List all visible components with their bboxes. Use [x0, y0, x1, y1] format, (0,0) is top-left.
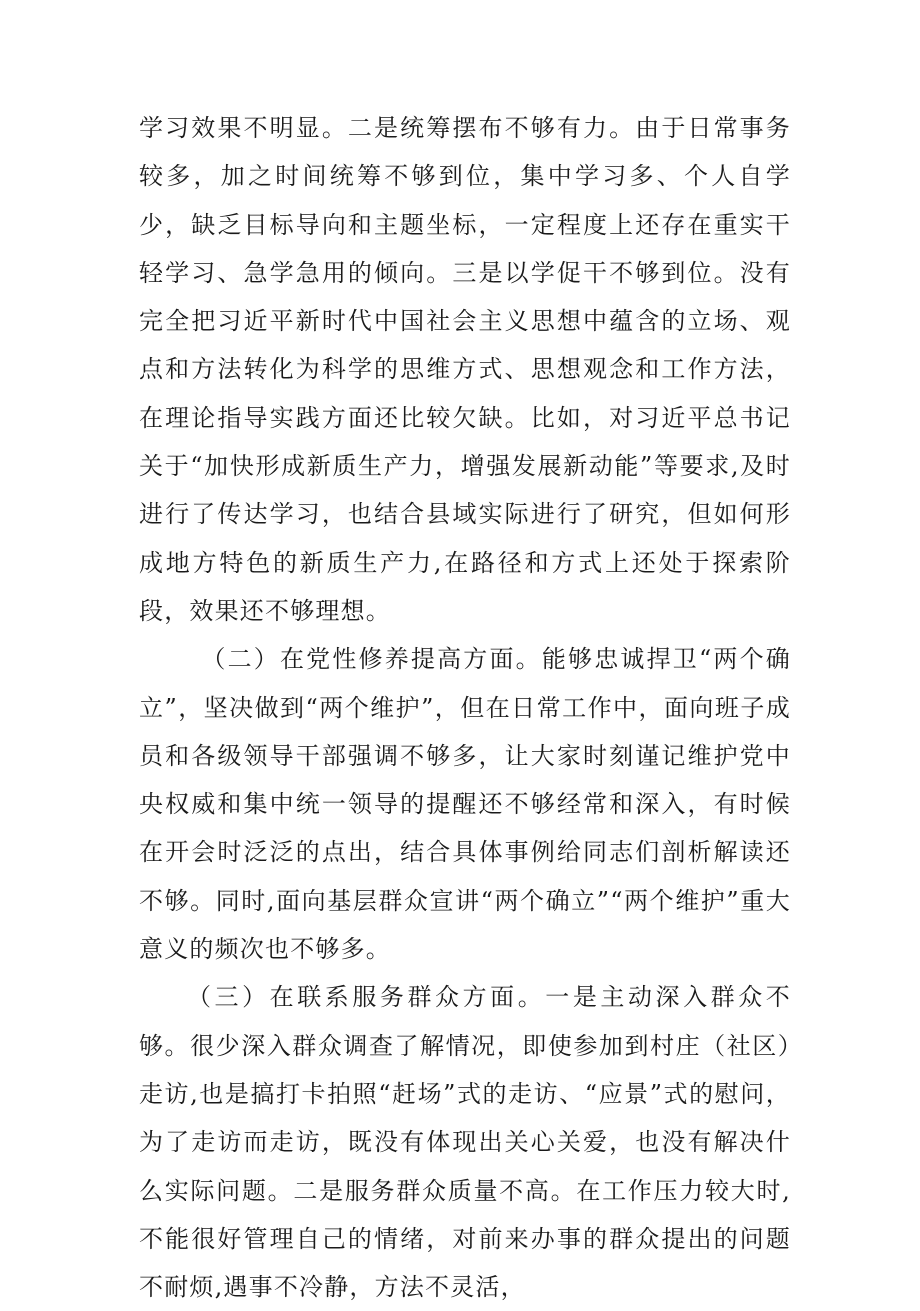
document-body — [139, 104, 791, 1311]
paragraph-party-cultivation: （二）在党性修养提高方面。能够忠诚捍卫“两个确立”，坚决做到“两个维护”，但在日常工作中，面向班子成员和各级领导干部强调不够多，让大家时刻谨记维护党中央权威和集中统一领导的提醒还不够经常和深入，有时候在开会时泛泛的点出，结合具体事例给同志们剖析解读还不够。同时,面向基层群众宣讲“两个确立”“两个维护”重大意义的频次也不够多。 — [139, 645, 791, 964]
paragraph-serving-masses: （三）在联系服务群众方面。一是主动深入群众不够。很少深入群众调查了解情况，即使参加到村庄（社区）走访,也是搞打卡拍照“赶场”式的走访、“应景”式的慰问，为了走访而走访，既没有体现出关心关爱，也没有解决什么实际问题。二是服务群众质量不高。在工作压力较大时,不能很好管理自己的情绪，对前来办事的群众提出的问题不耐烦,遇事不冷静，方法不灵活， — [139, 983, 791, 1302]
paragraph-continuation: 学习效果不明显。二是统筹摆布不够有力。由于日常事务较多，加之时间统筹不够到位，集中学习多、个人自学少，缺乏目标导向和主题坐标，一定程度上还存在重实干轻学习、急学急用的倾向。三是以学促干不够到位。没有完全把习近平新时代中国社会主义思想中蕴含的立场、观点和方法转化为科学的思维方式、思想观念和工作方法，在理论指导实践方面还比较欠缺。比如，对习近平总书记关于“加快形成新质生产力，增强发展新动能”等要求,及时进行了传达学习，也结合县域实际进行了研究，但如何形成地方特色的新质生产力,在路径和方式上还处于探索阶段，效果还不够理想。 — [139, 114, 791, 625]
